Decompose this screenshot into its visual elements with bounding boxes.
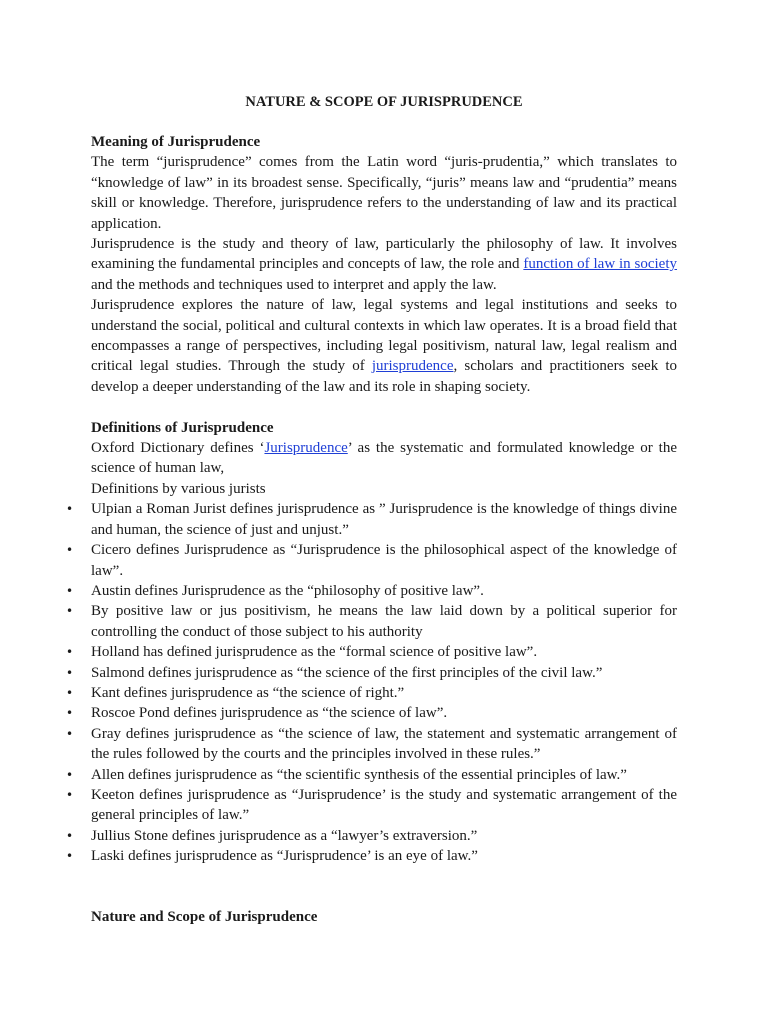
meaning-p2-text-after: and the methods and techniques used to interpret and apply the law. [91, 276, 497, 293]
list-item: • Jullius Stone defines jurisprudence as a “lawyer’s extraversion.” [91, 826, 677, 846]
meaning-paragraph-1: The term “jurisprudence” comes from the Latin word “juris-prudentia,” which translates to “knowledge of law” in its broadest sense. Specifically, “juris” means law and “prudentia” means skill or knowledge. Therefore, jurisprudence refers to the understanding of law and its practical application. [91, 154, 677, 232]
list-item: • Keeton defines jurisprudence as “Jurisprudence’ is the study and systematic arrangement of the general principles of law.” [91, 785, 677, 826]
meaning-p2-text-before: Jurisprudence is the study and theory of law, particularly the philosophy of law. It involves examining the fundamental principles and concepts of law, the role and [91, 236, 677, 273]
list-item: • Gray defines jurisprudence as “the science of law, the statement and systematic arrangement of the rules followed by the courts and the principles involved in these rules.” [91, 724, 677, 765]
definitions-heading: Definitions of Jurisprudence [91, 419, 274, 436]
document-title: NATURE & SCOPE OF JURISPRUDENCE [245, 94, 523, 110]
list-item: • Holland has defined jurisprudence as the “formal science of positive law”. [91, 642, 677, 662]
jurisprudence-link[interactable]: jurisprudence [371, 358, 454, 375]
list-item: • Laski defines jurisprudence as “Jurisprudence’ is an eye of law.” [91, 846, 677, 866]
function-of-law-link[interactable]: function of law in society [523, 256, 678, 273]
jurist-definitions-list [91, 499, 677, 866]
oxford-text-before: Oxford Dictionary defines ‘ [91, 440, 265, 457]
list-item: • Kant defines jurisprudence as “the science of right.” [91, 683, 677, 703]
document-body [91, 132, 677, 928]
meaning-p3-text-before: Jurisprudence explores the nature of law, legal systems and legal institutions and seeks to understand the social, political and cultural contexts in which law operates. It is a broad field that encompasses a range of perspectives, including legal positivism, natural law, legal realism and critical legal studies. Through the study of [91, 297, 677, 375]
spacer [91, 867, 677, 908]
list-item: • Cicero defines Jurisprudence as “Jurisprudence is the philosophical aspect of the knowledge of law”. [91, 540, 677, 581]
meaning-heading: Meaning of Jurisprudence [91, 134, 261, 150]
oxford-definition [91, 438, 677, 479]
list-item: • Roscoe Pond defines jurisprudence as “the science of law”. [91, 703, 677, 723]
spacer [91, 397, 677, 417]
oxford-jurisprudence-link[interactable]: Jurisprudence [264, 440, 348, 457]
list-item: • By positive law or jus positivism, he means the law laid down by a political superior for controlling the conduct of those subject to his authority [91, 601, 677, 642]
list-item: • Allen defines jurisprudence as “the scientific synthesis of the essential principles of law.” [91, 765, 677, 785]
meaning-p3-text-after: , scholars and practitioners seek to develop a deeper understanding of the law and its role in shaping society. [91, 358, 677, 395]
meaning-paragraph-2 [91, 234, 677, 295]
meaning-paragraph-3 [91, 295, 677, 397]
nature-scope-heading: Nature and Scope of Jurisprudence [91, 909, 318, 926]
jurists-intro: Definitions by various jurists [91, 480, 266, 497]
list-item: • Salmond defines jurisprudence as “the science of the first principles of the civil law.” [91, 663, 677, 683]
oxford-text-after: ’ as the systematic and formulated knowledge or the science of human law, [91, 440, 678, 477]
list-item: • Ulpian a Roman Jurist defines jurisprudence as ” Jurisprudence is the knowledge of things divine and human, the science of just and unjust.” [91, 499, 677, 540]
list-item: • Austin defines Jurisprudence as the “philosophy of positive law”. [91, 581, 677, 601]
